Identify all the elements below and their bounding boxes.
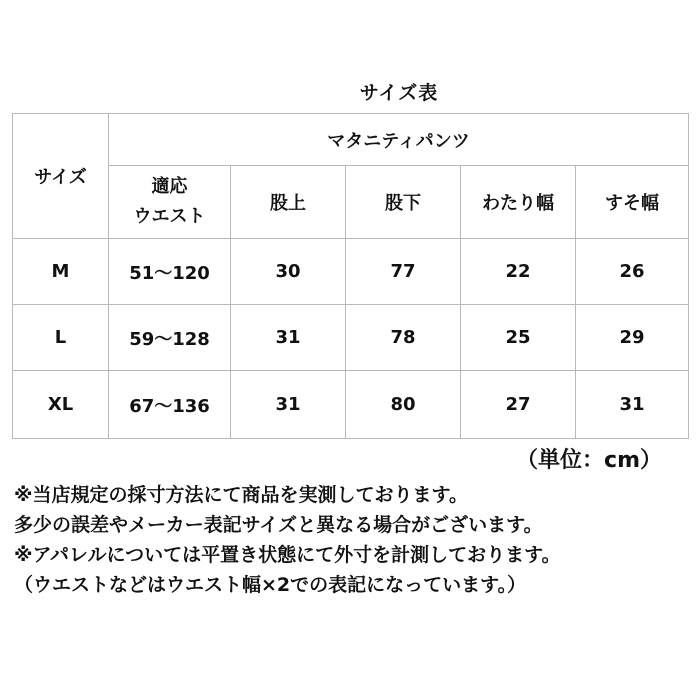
hem-width-cell: 31 [576,371,689,439]
thigh-width-cell: 25 [461,305,576,371]
rise-header: 股上 [231,166,346,239]
unit-label: （単位：cm） [516,448,662,473]
table-row [13,305,689,371]
note-line: （ウエストなどはウエスト幅×2での表記になっています。） [14,574,527,596]
size-cell: M [13,239,109,305]
size-header: サイズ [13,114,109,239]
waist-header-line1: 適応 [151,176,188,197]
hem-width-cell: 29 [576,305,689,371]
inseam-cell: 78 [346,305,461,371]
waist-cell: 51～120 [109,239,231,305]
inseam-header: 股下 [346,166,461,239]
waist-cell: 67～136 [109,371,231,439]
thigh-width-cell: 22 [461,239,576,305]
notes [14,480,690,600]
waist-header-line2: ウエスト [133,206,206,227]
rise-cell: 31 [231,305,346,371]
waist-header [109,166,231,239]
table-row [13,239,689,305]
size-cell: XL [13,371,109,439]
inseam-cell: 77 [346,239,461,305]
column-header-row [13,166,689,239]
size-table [12,113,689,439]
note-line: 多少の誤差やメーカー表記サイズと異なる場合がございます。 [14,514,543,536]
hem-width-header: すそ幅 [576,166,689,239]
waist-cell: 59～128 [109,305,231,371]
group-header: マタニティパンツ [109,114,689,166]
note-line: ※アパレルについては平置き状態にて外寸を計測しております。 [14,544,561,566]
hem-width-cell: 26 [576,239,689,305]
rise-cell: 30 [231,239,346,305]
table-row [13,371,689,439]
note-line: ※当店規定の採寸方法にて商品を実測しております。 [14,484,468,506]
inseam-cell: 80 [346,371,461,439]
page-title: サイズ表 [359,82,439,104]
size-cell: L [13,305,109,371]
thigh-width-header: わたり幅 [461,166,576,239]
table-header-row [13,114,689,166]
thigh-width-cell: 27 [461,371,576,439]
rise-cell: 31 [231,371,346,439]
